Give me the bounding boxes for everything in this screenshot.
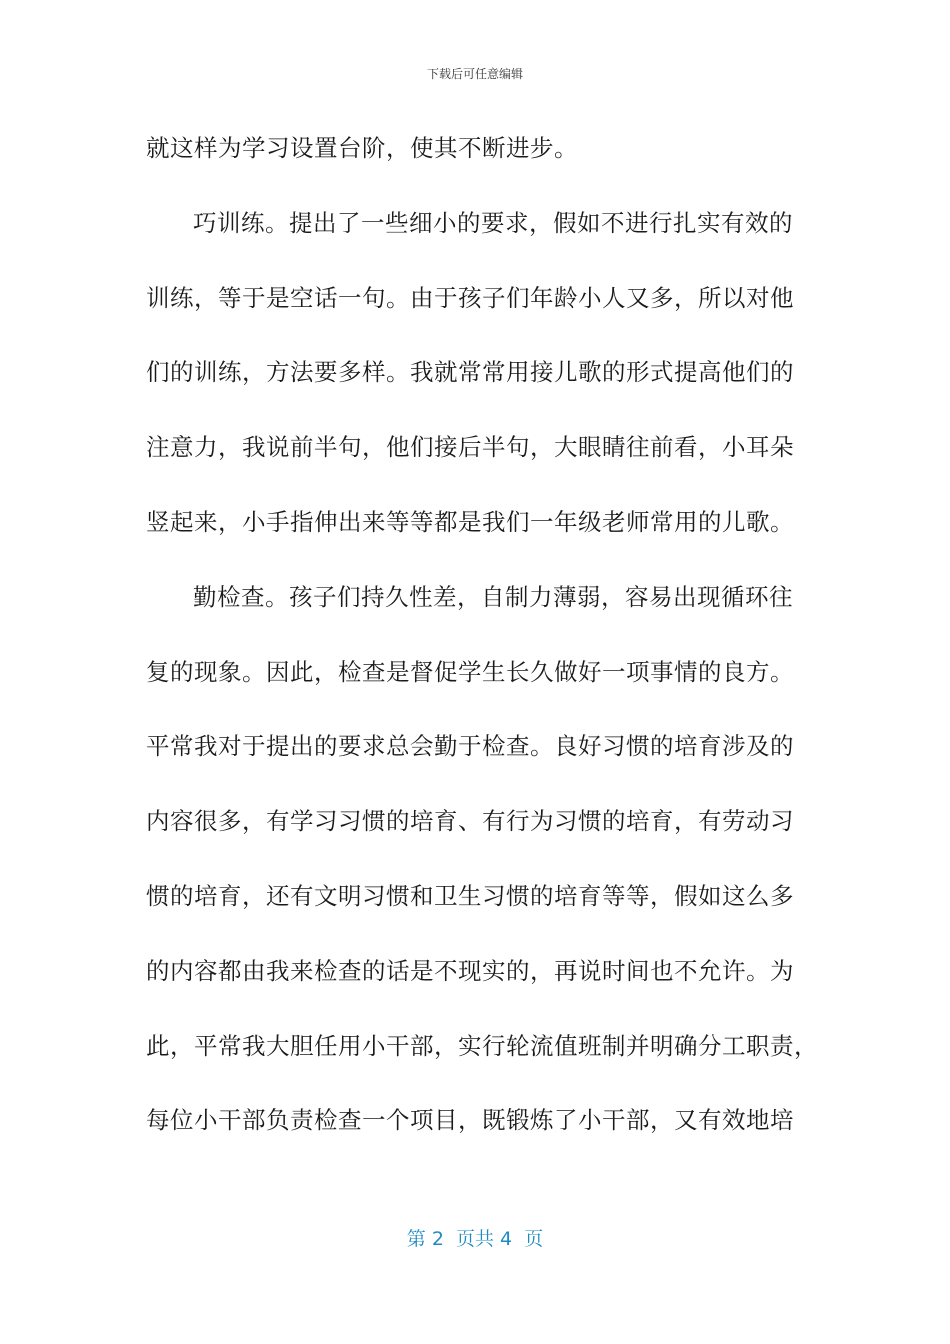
- body-line: 就这样为学习设置台阶，使其不断进步。: [146, 134, 578, 162]
- body-line: 每位小干部负责检查一个项目，既锻炼了小干部，又有效地培: [146, 1106, 794, 1135]
- page-header: 下载后可任意编辑: [426, 67, 523, 81]
- page-footer: 第 2 页共 4 页: [406, 1228, 544, 1250]
- document-body: [146, 128, 818, 1175]
- body-line: 惯的培育，还有文明习惯和卫生习惯的培育等等，假如这么多: [146, 881, 794, 910]
- body-line: 注意力，我说前半句，他们接后半句，大眼睛往前看，小耳朵: [146, 433, 794, 462]
- body-line: 们的训练，方法要多样。我就常常用接儿歌的形式提高他们的: [146, 358, 794, 387]
- body-line: 复的现象。因此，检查是督促学生长久做好一项事情的良方。: [146, 657, 794, 686]
- body-line: 训练，等于是空话一句。由于孩子们年龄小人又多，所以对他: [146, 283, 794, 312]
- body-line: 的内容都由我来检查的话是不现实的，再说时间也不允许。为: [146, 956, 794, 985]
- body-line: 内容很多，有学习习惯的培育、有行为习惯的培育，有劳动习: [146, 807, 794, 836]
- body-line: 此，平常我大胆任用小干部，实行轮流值班制并明确分工职责，: [146, 1031, 818, 1060]
- body-line-paragraph-start: 巧训练。提出了一些细小的要求，假如不进行扎实有效的: [193, 208, 793, 237]
- body-line-paragraph-start: 勤检查。孩子们持久性差，自制力薄弱，容易出现循环往: [193, 582, 793, 611]
- body-line: 平常我对于提出的要求总会勤于检查。良好习惯的培育涉及的: [146, 732, 794, 761]
- body-line: 竖起来，小手指伸出来等等都是我们一年级老师常用的儿歌。: [146, 507, 794, 536]
